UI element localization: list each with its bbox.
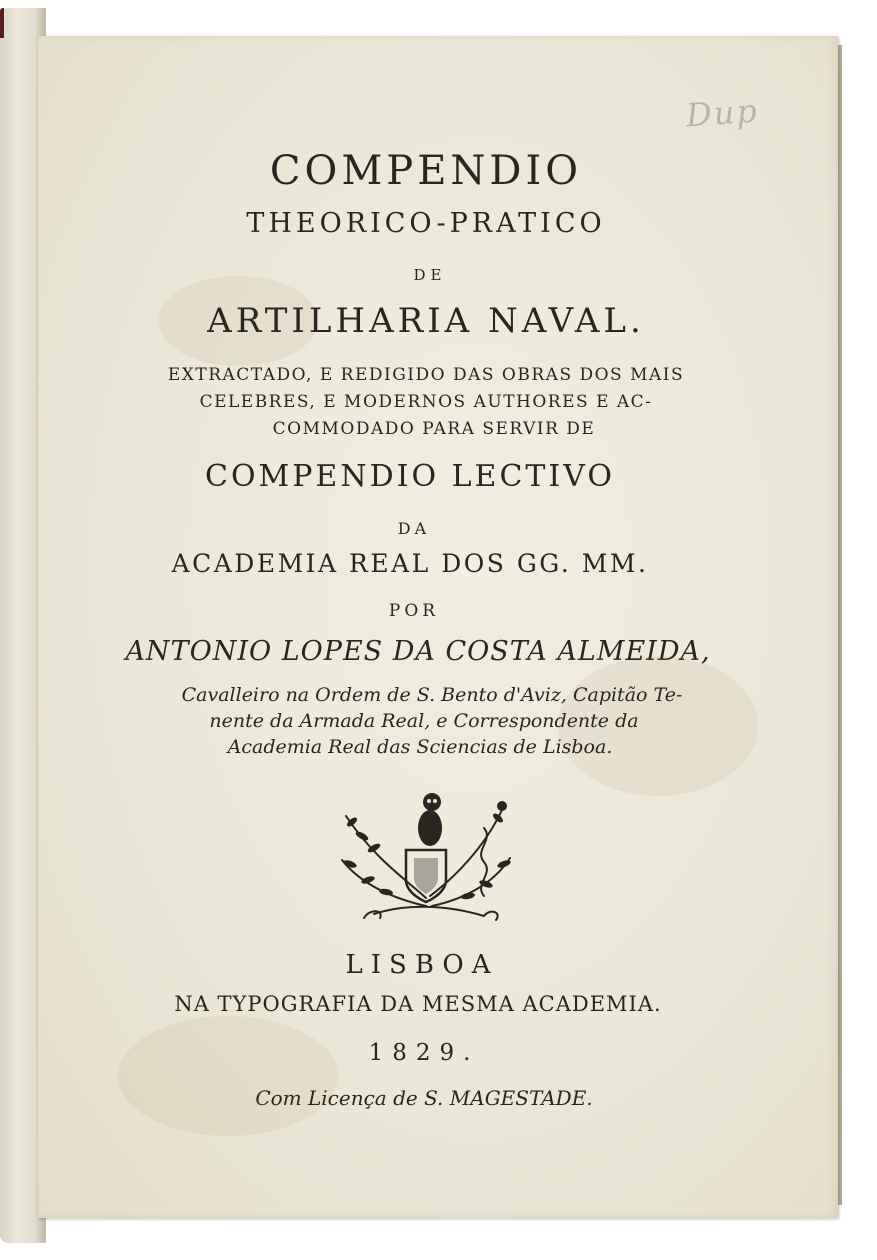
title-page [38,36,838,1218]
subtitle-compendio-lectivo: COMPENDIO LECTIVO [204,459,615,494]
pencil-annotation: Dup [684,91,760,135]
imprint-license: Com Licença de S. MAGESTADE. [255,1086,593,1110]
title-line-theorico-pratico: THEORICO-PRATICO [246,208,606,239]
title-line-de: DE [413,266,447,284]
title-line-artilharia: ARTILHARIA NAVAL. [207,301,645,341]
author-description-line-3: Academia Real das Sciencias de Lisboa. [227,736,613,758]
printer-ornament-icon [334,788,518,926]
author-description-line-1: Cavalleiro na Ordem de S. Bento d'Aviz, Capitão Te- [181,684,683,706]
subtitle-academia: ACADEMIA REAL DOS GG. MM. [171,549,649,578]
imprint-year: 1829. [368,1040,480,1066]
by-label: POR [388,601,440,621]
subtitle-line-3: COMMODADO PARA SERVIR DE [272,419,596,439]
foxing-stain [118,1016,338,1136]
subtitle-da: DA [397,519,431,538]
imprint-city: LISBOA [345,950,499,980]
binding-corner [0,8,4,38]
imprint-printer: NA TYPOGRAFIA DA MESMA ACADEMIA. [174,992,662,1016]
subtitle-line-1: EXTRACTADO, E REDIGIDO DAS OBRAS DOS MAIS [167,365,685,385]
title-line-compendio: COMPENDIO [269,148,583,194]
author-name: ANTONIO LOPES DA COSTA ALMEIDA, [125,636,711,667]
subtitle-line-2: CELEBRES, E MODERNOS AUTHORES E AC- [199,392,653,412]
author-description-line-2: nente da Armada Real, e Correspondente da [209,710,639,732]
